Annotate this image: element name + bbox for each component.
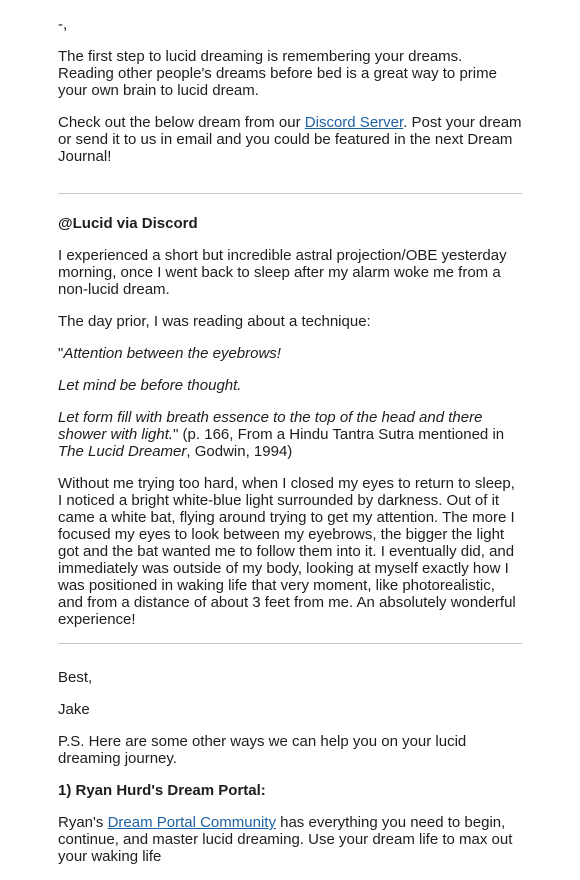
- quote-line-2: Let mind be before thought.: [58, 377, 242, 394]
- dream-paragraph-2: The day prior, I was reading about a technique:: [58, 313, 371, 330]
- section-divider-2: [58, 643, 522, 644]
- greeting: -,: [58, 16, 68, 33]
- dream-paragraph-1: I experienced a short but incredible astral projection/OBE yesterday morning, once I went back to sleep after my alarm woke me from a non-lucid dream.: [58, 247, 507, 298]
- offer-heading: 1) Ryan Hurd's Dream Portal:: [58, 782, 266, 799]
- citation-after: , Godwin, 1994): [186, 443, 293, 460]
- citation-book-title: The Lucid Dreamer: [58, 443, 187, 460]
- discord-server-link[interactable]: Discord Server: [304, 114, 404, 131]
- offer-paragraph: [58, 814, 522, 865]
- section-divider: [58, 193, 522, 194]
- offer-text-before: Ryan's: [58, 814, 108, 831]
- quote-open-mark: ": [58, 345, 64, 362]
- intro-paragraph: The first step to lucid dreaming is remembering your dreams. Reading other people's dreams before bed is a great way to prime your own brain to lucid dream.: [58, 48, 497, 99]
- postscript: P.S. Here are some other ways we can help you on your lucid dreaming journey.: [58, 733, 467, 767]
- citation-before: " (p. 166, From a Hindu Tantra Sutra mentioned in: [173, 426, 505, 443]
- offer-text-after: has everything you need to begin, continue, and master lucid dreaming. Use your dream life to max out your waking life: [58, 814, 513, 865]
- intro-cta-text-before: Check out the below dream from our: [58, 114, 305, 131]
- signoff-name: Jake: [58, 701, 90, 718]
- quote-line-3: [58, 409, 522, 460]
- email-body: [58, 16, 522, 880]
- dream-portal-community-link[interactable]: Dream Portal Community: [107, 814, 276, 831]
- intro-cta-paragraph: [58, 114, 522, 165]
- dream-author-heading: @Lucid via Discord: [58, 215, 198, 232]
- quote-text-3: Let form fill with breath essence to the top of the head and there shower with light.: [58, 409, 483, 443]
- quote-text-1: Attention between the eyebrows!: [63, 345, 281, 362]
- quote-line-1: [58, 345, 522, 362]
- dream-paragraph-3: Without me trying too hard, when I closed my eyes to return to sleep, I noticed a bright white-blue light surrounded by darkness. Out of it came a white bat, flying around trying to get my attention. The more I focused my eyes to look between my eyebrows, the bigger the light got and the bat wanted me to follow them into it. I eventually did, and immediately was outside of my body, looking at myself exactly how I was positioned in waking life that very moment, like photorealistic, and from a distance of about 3 feet from me. An absolutely wonderful experience!: [58, 475, 516, 628]
- intro-cta-text-after: . Post your dream or send it to us in email and you could be featured in the next Dream Journal!: [58, 114, 522, 165]
- signoff-best: Best,: [58, 669, 93, 686]
